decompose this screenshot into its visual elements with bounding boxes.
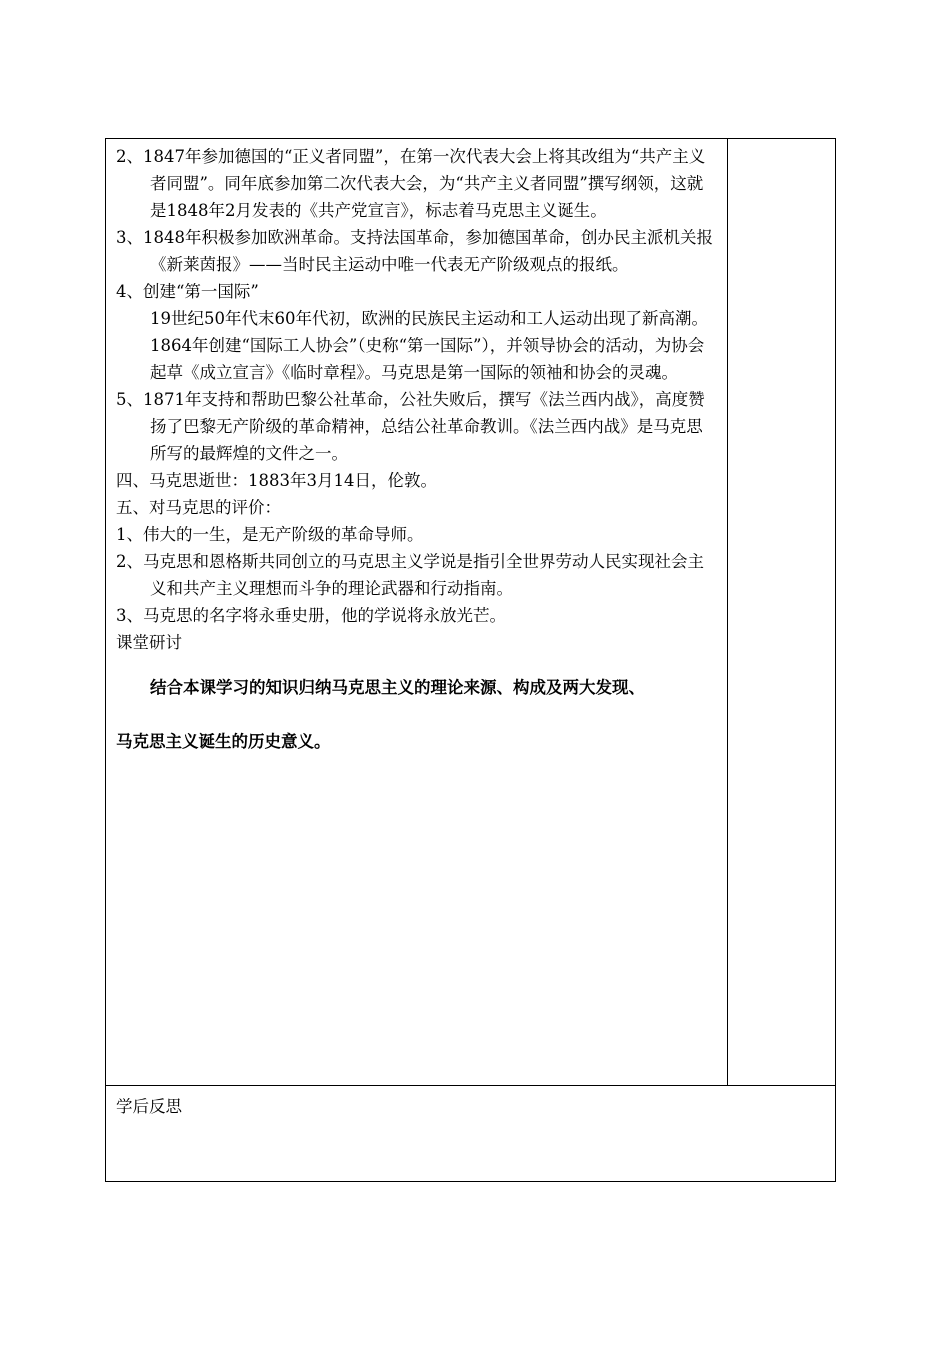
item-4-first-international: 4、创建“第一国际”: [116, 282, 259, 301]
research-question-line-2: 马克思主义诞生的历史意义。: [116, 732, 331, 751]
evaluation-item-2: 2、马克思和恩格斯共同创立的马克思主义学说是指引全世界劳动人民实现社会主义和共产主义理想而斗争的理论武器和行动指南。: [116, 552, 704, 598]
reflection-label: 学后反思: [116, 1097, 182, 1116]
section-4-death: 四、马克思逝世：1883年3月14日，伦敦。: [116, 471, 437, 490]
item-3-european-revolution: 3、1848年积极参加欧洲革命。支持法国革命，参加德国革命，创办民主派机关报《新莱茵报》——当时民主运动中唯一代表无产阶级观点的报纸。: [116, 228, 713, 274]
item-5-paris-commune: 5、1871年支持和帮助巴黎公社革命，公社失败后，撰写《法兰西内战》，高度赞扬了巴黎无产阶级的革命精神，总结公社革命教训。《法兰西内战》是马克思所写的最辉煌的文件之一。: [116, 390, 705, 463]
content-cell: [106, 139, 728, 1086]
first-international-paragraph: 19世纪50年代末60年代初，欧洲的民族民主运动和工人运动出现了新高潮。1864年创建“国际工人协会”（史称“第一国际”），并领导协会的活动，为协会起草《成立宣言》《临时章程》。马克思是第一国际的领袖和协会的灵魂。: [150, 309, 708, 382]
evaluation-item-3: 3、马克思的名字将永垂史册，他的学说将永放光芒。: [116, 606, 506, 625]
research-question-line-1: 结合本课学习的知识归纳马克思主义的理论来源、构成及两大发现、: [150, 678, 645, 697]
reflection-row: [106, 1086, 836, 1182]
classroom-research-question: [116, 674, 719, 756]
evaluation-item-1: 1、伟大的一生，是无产阶级的革命导师。: [116, 525, 424, 544]
classroom-research-label: 课堂研讨: [116, 633, 182, 652]
notes-column: [728, 139, 836, 1086]
reflection-cell: [106, 1086, 836, 1182]
main-row: [106, 139, 836, 1086]
item-2-communist-league: 2、1847年参加德国的“正义者同盟”，在第一次代表大会上将其改组为“共产主义者同盟”。同年底参加第二次代表大会，为“共产主义者同盟”撰写纲领，这就是1848年2月发表的《共产党宣言》，标志着马克思主义诞生。: [116, 147, 706, 220]
section-5-evaluation-heading: 五、对马克思的评价：: [116, 498, 281, 517]
lesson-table: [105, 138, 836, 1182]
lesson-content: [106, 139, 727, 756]
